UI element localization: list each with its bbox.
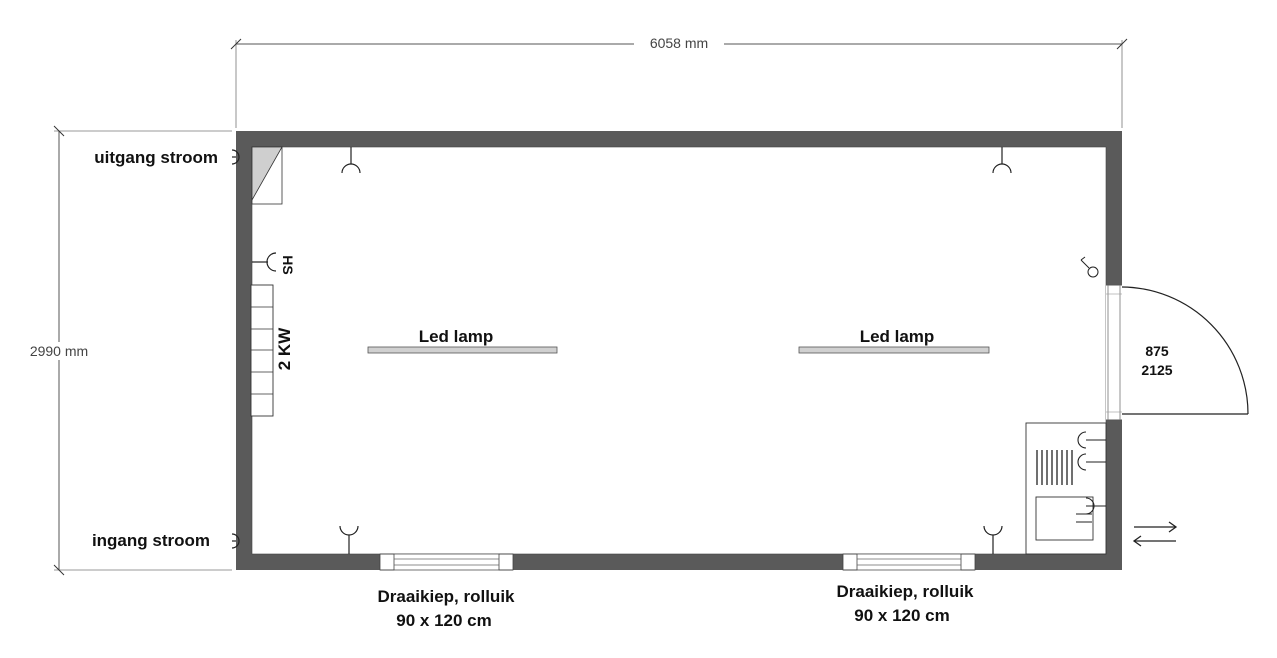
socket-bottom-left bbox=[340, 526, 358, 554]
direction-arrows bbox=[1134, 522, 1176, 546]
window-left bbox=[380, 554, 513, 570]
socket-hs bbox=[252, 253, 276, 271]
width-label: 6058 mm bbox=[649, 35, 709, 51]
window-right-size: 90 x 120 cm bbox=[854, 606, 950, 625]
socket-top-left bbox=[342, 147, 360, 173]
heater bbox=[251, 285, 273, 416]
socket-top-right bbox=[993, 147, 1011, 173]
window-left-size: 90 x 120 cm bbox=[396, 611, 492, 630]
led-lamp-right-label: Led lamp bbox=[859, 327, 935, 346]
window-left-type: Draaikiep, rolluik bbox=[377, 587, 515, 606]
kitchen-unit bbox=[1026, 423, 1106, 554]
heater-label: 2 KW bbox=[275, 327, 294, 371]
height-label: 2990 mm bbox=[29, 343, 89, 359]
door-height: 2125 bbox=[1141, 362, 1173, 378]
led-lamp-left-label: Led lamp bbox=[418, 327, 494, 346]
led-lamp-left bbox=[368, 347, 557, 353]
power-out-label: uitgang stroom bbox=[94, 148, 218, 167]
height-dimension bbox=[18, 126, 232, 575]
window-right-type: Draaikiep, rolluik bbox=[836, 582, 974, 601]
door-width: 875 bbox=[1145, 343, 1169, 359]
socket-hs-label: HS bbox=[280, 255, 296, 275]
power-in-label: ingang stroom bbox=[91, 531, 210, 550]
entrance-door bbox=[1106, 285, 1248, 420]
light-switch bbox=[1081, 257, 1098, 277]
window-right bbox=[843, 554, 975, 570]
width-dimension bbox=[231, 34, 1127, 128]
socket-bottom-right bbox=[984, 526, 1002, 554]
led-lamp-right bbox=[799, 347, 989, 353]
corner-cabinet bbox=[252, 147, 282, 204]
